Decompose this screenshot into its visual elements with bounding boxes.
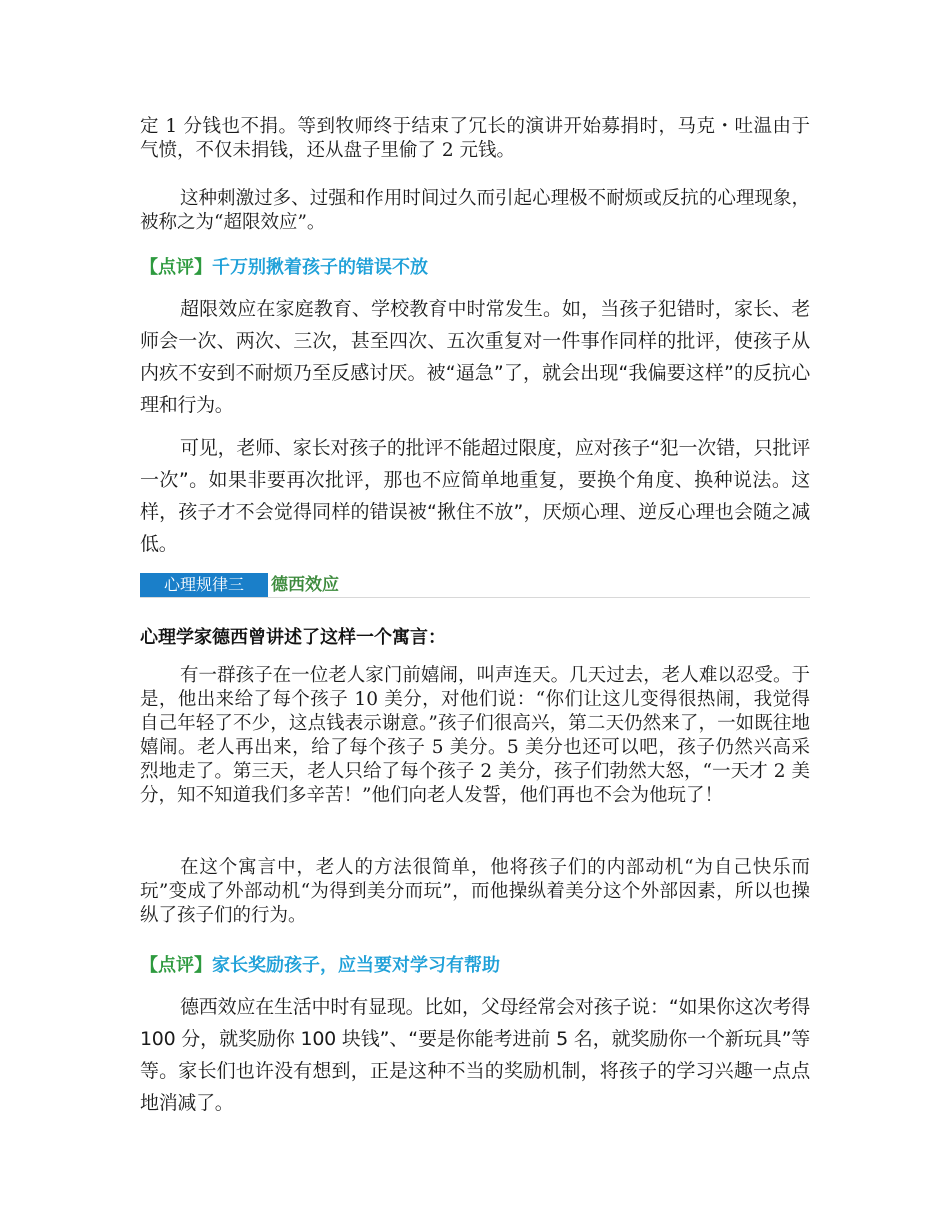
paragraph-overlimit-definition: 这种刺激过多、过强和作用时间过久而引起心理极不耐烦或反抗的心理现象，被称之为“超限效应”。 (140, 188, 810, 233)
paragraph-mark-twain-ending: 定 1 分钱也不捐。等到牧师终于结束了冗长的演讲开始募捐时，马克・吐温由于气愤，不仅未捐钱，还从盘子里偷了 2 元钱。 (140, 116, 810, 161)
paragraph-dessy-effect-life: 德西效应在生活中时有显现。比如，父母经常会对孩子说：“如果你这次考得 100 分，就奖励你 100 块钱”、“要是你能考进前 5 名，就奖励你一个新玩具”等等。家长们也许没有想到，正是这种不当的奖励机制，将孩子的学习兴趣一点点地消减了。 (140, 996, 810, 1114)
comment-tag: 【点评】 (140, 257, 212, 278)
paragraph-fable: 有一群孩子在一位老人家门前嬉闹，叫声连天。几天过去，老人难以忍受。于是，他出来给了每个孩子 10 美分，对他们说：“你们让这儿变得很热闹，我觉得自己年轻了不少，这点钱表示谢意。”孩子们很高兴，第二天仍然来了，一如既往地嬉闹。老人再出来，给了每个孩子 5 美分。5 美分也还可以吧，孩子仍然兴高采烈地走了。第三天，老人只给了每个孩子 2 美分，孩子们勃然大怒，“一天才 2 美分，知不知道我们多辛苦！”他们向老人发誓，他们再也不会为他玩了！ (140, 665, 810, 806)
section-title: 德西效应 (271, 575, 339, 595)
comment-heading-1 (140, 253, 428, 279)
section-header (140, 573, 810, 598)
comment-title: 千万别揪着孩子的错误不放 (212, 257, 428, 278)
comment-tag: 【点评】 (140, 955, 212, 976)
comment-heading-2 (140, 951, 500, 977)
paragraph-overlimit-advice: 可见，老师、家长对孩子的批评不能超过限度，应对孩子“犯一次错，只批评一次”。如果非要再次批评，那也不应简单地重复，要换个角度、换种说法。这样，孩子才不会觉得同样的错误被“揪住不放”，厌烦心理、逆反心理也会随之减低。 (140, 437, 810, 555)
section-label: 心理规律三 (140, 573, 268, 597)
paragraph-overlimit-education: 超限效应在家庭教育、学校教育中时常发生。如，当孩子犯错时，家长、老师会一次、两次、三次，甚至四次、五次重复对一件事作同样的批评，使孩子从内疚不安到不耐烦乃至反感讨厌。被“逼急”了，就会出现“我偏要这样”的反抗心理和行为。 (140, 298, 810, 416)
comment-title: 家长奖励孩子，应当要对学习有帮助 (212, 955, 500, 976)
paragraph-fable-analysis: 在这个寓言中，老人的方法很简单，他将孩子们的内部动机“为自己快乐而玩”变成了外部动机“为得到美分而玩”，而他操纵着美分这个外部因素，所以也操纵了孩子们的行为。 (140, 857, 810, 926)
fable-intro-heading: 心理学家德西曾讲述了这样一个寓言： (140, 627, 446, 648)
